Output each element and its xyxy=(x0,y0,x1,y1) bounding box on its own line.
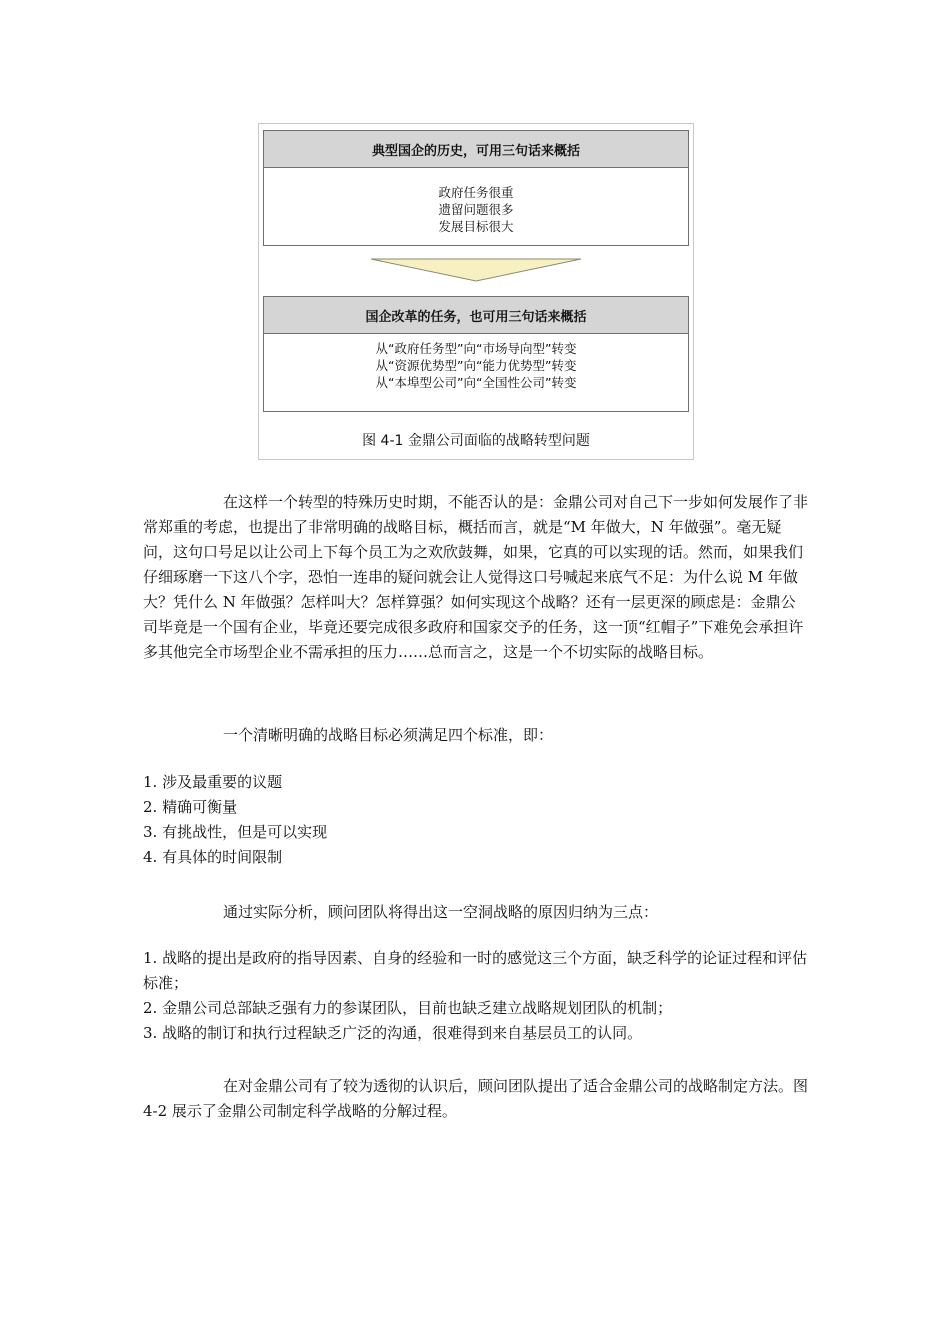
history-line: 政府任务很重 xyxy=(438,185,514,200)
list-item: 3. 有挑战性，但是可以实现 xyxy=(143,823,328,841)
list-item: 3. 战略的制订和执行过程缺乏广泛的沟通，很难得到来自基层员工的认同。 xyxy=(143,1024,643,1042)
paragraph-1-block xyxy=(143,490,808,665)
list-item: 1. 涉及最重要的议题 xyxy=(143,773,283,791)
reasons-list xyxy=(143,946,808,1046)
paragraph-3-block xyxy=(143,900,808,925)
figure-caption: 图 4-1 金鼎公司面临的战略转型问题 xyxy=(362,433,590,449)
list-item: 2. 精确可衡量 xyxy=(143,798,238,816)
paragraph-2-block xyxy=(143,723,808,748)
paragraph-1: 在这样一个转型的特殊历史时期，不能否认的是：金鼎公司对自己下一步如何发展作了非常郑重的考虑，也提出了非常明确的战略目标，概括而言，就是“M 年做大，N 年做强”。毫无疑问，这句口号足以让公司上下每个员工为之欢欣鼓舞，如果，它真的可以实现的话。然而，如果我们仔细琢磨一下这八个字，恐怕一连串的疑问就会让人觉得这口号喊起来底气不足：为什么说 M 年做大？凭什么 N 年做强？怎样叫大？怎样算强？如何实现这个战略？还有一层更深的顾虑是：金鼎公司毕竟是一个国有企业，毕竟还要完成很多政府和国家交予的任务，这一顶“红帽子”下难免会承担许多其他完全市场型企业不需承担的压力……总而言之，这是一个不切实际的战略目标。 xyxy=(143,493,809,661)
list-item: 4. 有具体的时间限制 xyxy=(143,848,283,866)
figure-4-1 xyxy=(258,123,694,460)
list-item: 1. 战略的提出是政府的指导因素、自身的经验和一时的感觉这三个方面，缺乏科学的论证过程和评估标准； xyxy=(143,949,808,992)
paragraph-2: 一个清晰明确的战略目标必须满足四个标准，即： xyxy=(223,726,554,744)
reform-box-title: 国企改革的任务，也可用三句话来概括 xyxy=(264,297,688,334)
paragraph-3: 通过实际分析，顾问团队将得出这一空洞战略的原因归纳为三点： xyxy=(223,903,659,921)
history-line: 发展目标很大 xyxy=(438,219,514,234)
list-item: 2. 金鼎公司总部缺乏强有力的参谋团队，目前也缺乏建立战略规划团队的机制； xyxy=(143,999,673,1017)
history-box xyxy=(263,130,689,246)
reform-line: 从“资源优势型”向“能力优势型”转变 xyxy=(375,358,577,373)
paragraph-4-block xyxy=(143,1074,808,1124)
reform-line: 从“政府任务型”向“市场导向型”转变 xyxy=(375,341,577,356)
criteria-list xyxy=(143,770,808,870)
history-line: 遗留问题很多 xyxy=(438,202,514,217)
reasons-list-block xyxy=(143,946,808,1046)
criteria-list-block xyxy=(143,770,808,870)
history-box-title: 典型国企的历史，可用三句话来概括 xyxy=(264,131,688,168)
history-box-body xyxy=(264,168,688,235)
paragraph-4: 在对金鼎公司有了较为透彻的认识后，顾问团队提出了适合金鼎公司的战略制定方法。图 4-2 展示了金鼎公司制定科学战略的分解过程。 xyxy=(143,1077,809,1120)
reform-line: 从“本埠型公司”向“全国性公司”转变 xyxy=(375,375,577,390)
reform-box xyxy=(263,296,689,412)
reform-box-body xyxy=(264,334,688,391)
down-arrow-icon xyxy=(369,257,583,283)
